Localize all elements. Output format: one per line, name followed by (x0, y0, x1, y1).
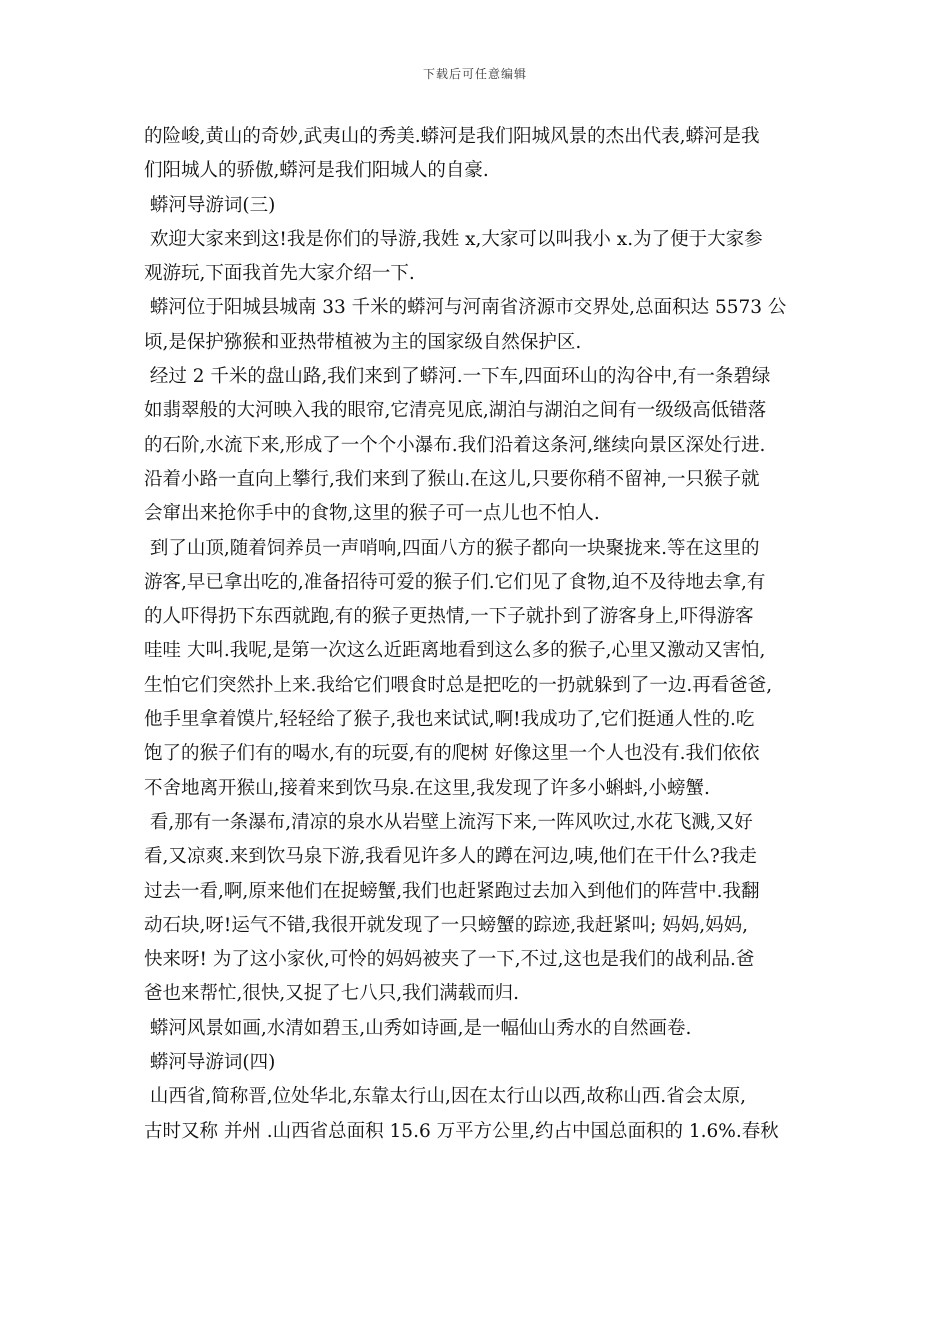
page-header: 下载后可任意编辑 (422, 67, 527, 81)
text-line: 会窜出来抢你手中的食物,这里的猴子可一点儿也不怕人. (144, 503, 600, 525)
text-line: 他手里拿着馍片,轻轻给了猴子,我也来试试,啊!我成功了,它们挺通人性的.吃 (144, 709, 755, 731)
text-line: 顷,是保护猕猴和亚热带植被为主的国家级自然保护区. (144, 331, 582, 353)
text-line: 欢迎大家来到这!我是你们的导游,我姓 x,大家可以叫我小 x.为了便于大家参 (144, 228, 763, 250)
text-line: 经过 2 千米的盘山路,我们来到了蟒河.一下车,四面环山的沟谷中,有一条碧绿 (144, 366, 771, 388)
document-body (144, 120, 812, 1149)
text-line: 游客,早已拿出吃的,准备招待可爱的猴子们.它们见了食物,迫不及待地去拿,有 (144, 571, 766, 593)
text-line: 的人吓得扔下东西就跑,有的猴子更热情,一下子就扑到了游客身上,吓得游客 (144, 606, 754, 628)
text-line: 过去一看,啊,原来他们在捉螃蟹,我们也赶紧跑过去加入到他们的阵营中.我翻 (144, 880, 760, 902)
text-line: 不舍地离开猴山,接着来到饮马泉.在这里,我发现了许多小蝌蚪,小螃蟹. (144, 777, 710, 799)
text-line: 蟒河导游词(三) (144, 194, 276, 216)
text-line: 看,又凉爽.来到饮马泉下游,我看见许多人的蹲在河边,咦,他们在干什么?我走 (144, 846, 757, 868)
text-line: 的石阶,水流下来,形成了一个个小瀑布.我们沿着这条河,继续向景区深处行进. (144, 434, 766, 456)
text-line: 如翡翠般的大河映入我的眼帘,它清亮见底,湖泊与湖泊之间有一级级高低错落 (144, 400, 767, 422)
text-line: 哇哇 大叫.我呢,是第一次这么近距离地看到这么多的猴子,心里又激动又害怕, (144, 640, 766, 662)
text-line: 山西省,简称晋,位处华北,东靠太行山,因在太行山以西,故称山西.省会太原, (144, 1086, 747, 1108)
text-line: 到了山顶,随着饲养员一声哨响,四面八方的猴子都向一块聚拢来.等在这里的 (144, 537, 760, 559)
text-line: 观游玩,下面我首先大家介绍一下. (144, 263, 415, 285)
text-line: 饱了的猴子们有的喝水,有的玩耍,有的爬树 好像这里一个人也没有.我们依依 (144, 743, 760, 765)
text-line: 蟒河导游词(四) (144, 1052, 276, 1074)
text-line: 动石块,呀!运气不错,我很开就发现了一只螃蟹的踪迹,我赶紧叫; 妈妈,妈妈, (144, 914, 748, 936)
text-line: 沿着小路一直向上攀行,我们来到了猴山.在这儿,只要你稍不留神,一只猴子就 (144, 468, 760, 490)
text-line: 古时又称 并州 .山西省总面积 15.6 万平方公里,约占中国总面积的 1.6%.春秋 (144, 1120, 779, 1142)
text-line: 们阳城人的骄傲,蟒河是我们阳城人的自豪. (144, 160, 489, 182)
text-line: 快来呀! 为了这小家伙,可怜的妈妈被夹了一下,不过,这也是我们的战利品.爸 (144, 949, 755, 971)
text-line: 生怕它们突然扑上来.我给它们喂食时总是把吃的一扔就躲到了一边.再看爸爸, (144, 674, 773, 696)
text-line: 爸也来帮忙,很快,又捉了七八只,我们满载而归. (144, 983, 520, 1005)
text-line: 的险峻,黄山的奇妙,武夷山的秀美.蟒河是我们阳城风景的杰出代表,蟒河是我 (144, 126, 760, 147)
text-line: 蟒河位于阳城县城南 33 千米的蟒河与河南省济源市交界处,总面积达 5573 公 (144, 297, 787, 319)
text-line: 看,那有一条瀑布,清凉的泉水从岩壁上流泻下来,一阵风吹过,水花飞溅,又好 (144, 811, 753, 833)
text-line: 蟒河风景如画,水清如碧玉,山秀如诗画,是一幅仙山秀水的自然画卷. (144, 1017, 692, 1039)
